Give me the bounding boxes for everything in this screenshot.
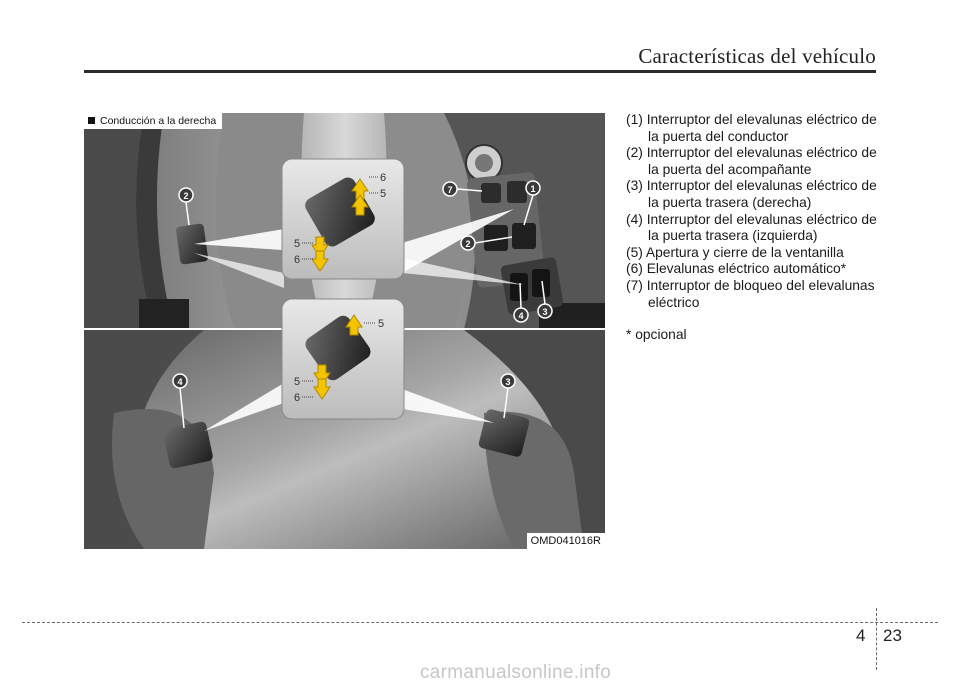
legend-item-4: (4) Interruptor del elevalunas eléctrico de la puerta trasera (izquierda) xyxy=(626,211,877,244)
callout-1 xyxy=(526,181,540,195)
legend-item-7: (7) Interruptor de bloqueo del elevalunas eléctrico xyxy=(626,277,875,310)
inset-bottom-label-3: 6 xyxy=(294,392,301,404)
passenger-window-switch-cluster xyxy=(512,223,536,249)
callout-2-left xyxy=(179,188,193,202)
inset-top-label-4: 6 xyxy=(294,254,301,266)
left-door-handle-top xyxy=(139,299,189,329)
callout-4-top xyxy=(514,308,528,322)
svg-text:3: 3 xyxy=(505,377,511,387)
window-lock-button xyxy=(507,181,527,203)
callout-2-right xyxy=(461,236,475,250)
inset-bottom-label-2: 5 xyxy=(294,376,301,388)
square-bullet-icon xyxy=(88,117,95,124)
header-rule xyxy=(84,70,876,73)
window-switch-illustration xyxy=(84,113,605,549)
page-number: 23 xyxy=(883,626,902,645)
legend-item-1: (1) Interruptor del elevalunas eléctrico de la puerta del conductor xyxy=(626,112,877,144)
legend-list xyxy=(626,112,886,358)
svg-text:4: 4 xyxy=(518,311,524,321)
legend-item-6: (6) Elevalunas eléctrico automático* xyxy=(626,261,847,277)
svg-text:7: 7 xyxy=(447,185,453,195)
figure-label-text: Conducción a la derecha xyxy=(100,115,217,127)
legend-item-3: (3) Interruptor del elevalunas eléctrico de la puerta trasera (derecha) xyxy=(626,178,877,210)
callout-4-top-leader xyxy=(520,283,521,308)
legend-item-5: (5) Apertura y cierre de la ventanilla xyxy=(626,244,844,260)
mirror-control-center xyxy=(475,154,493,172)
svg-text:1: 1 xyxy=(530,184,536,194)
figure-label xyxy=(84,113,222,129)
svg-text:2: 2 xyxy=(183,191,189,201)
svg-text:2: 2 xyxy=(465,239,471,249)
legend-item-2: (2) Interruptor del elevalunas eléctrico de la puerta del acompañante xyxy=(626,145,877,177)
watermark: carmanualsonline.info xyxy=(420,662,612,683)
illustration-drawing xyxy=(84,113,605,549)
inset-bottom-label-1: 5 xyxy=(378,318,385,330)
inset-top-label-2: 5 xyxy=(380,188,387,200)
svg-text:4: 4 xyxy=(177,377,183,387)
callout-4-bottom xyxy=(173,374,187,388)
callout-3-top xyxy=(538,304,552,318)
callout-3-bottom xyxy=(501,374,515,388)
section-title: Características del vehículo xyxy=(638,44,876,68)
chapter-number: 4 xyxy=(856,626,866,645)
inset-top-label-3: 5 xyxy=(294,238,301,250)
inset-top-label-1: 6 xyxy=(380,172,387,184)
callout-7 xyxy=(443,182,457,196)
legend-note: * opcional xyxy=(626,327,687,343)
lock-button xyxy=(481,183,501,203)
svg-text:3: 3 xyxy=(542,307,548,317)
rear-left-switch xyxy=(510,273,528,301)
footer-divider xyxy=(22,622,938,623)
rear-right-switch xyxy=(532,269,550,297)
footer-vertical-divider xyxy=(876,608,877,670)
figure-code: OMD041016R xyxy=(527,533,605,549)
